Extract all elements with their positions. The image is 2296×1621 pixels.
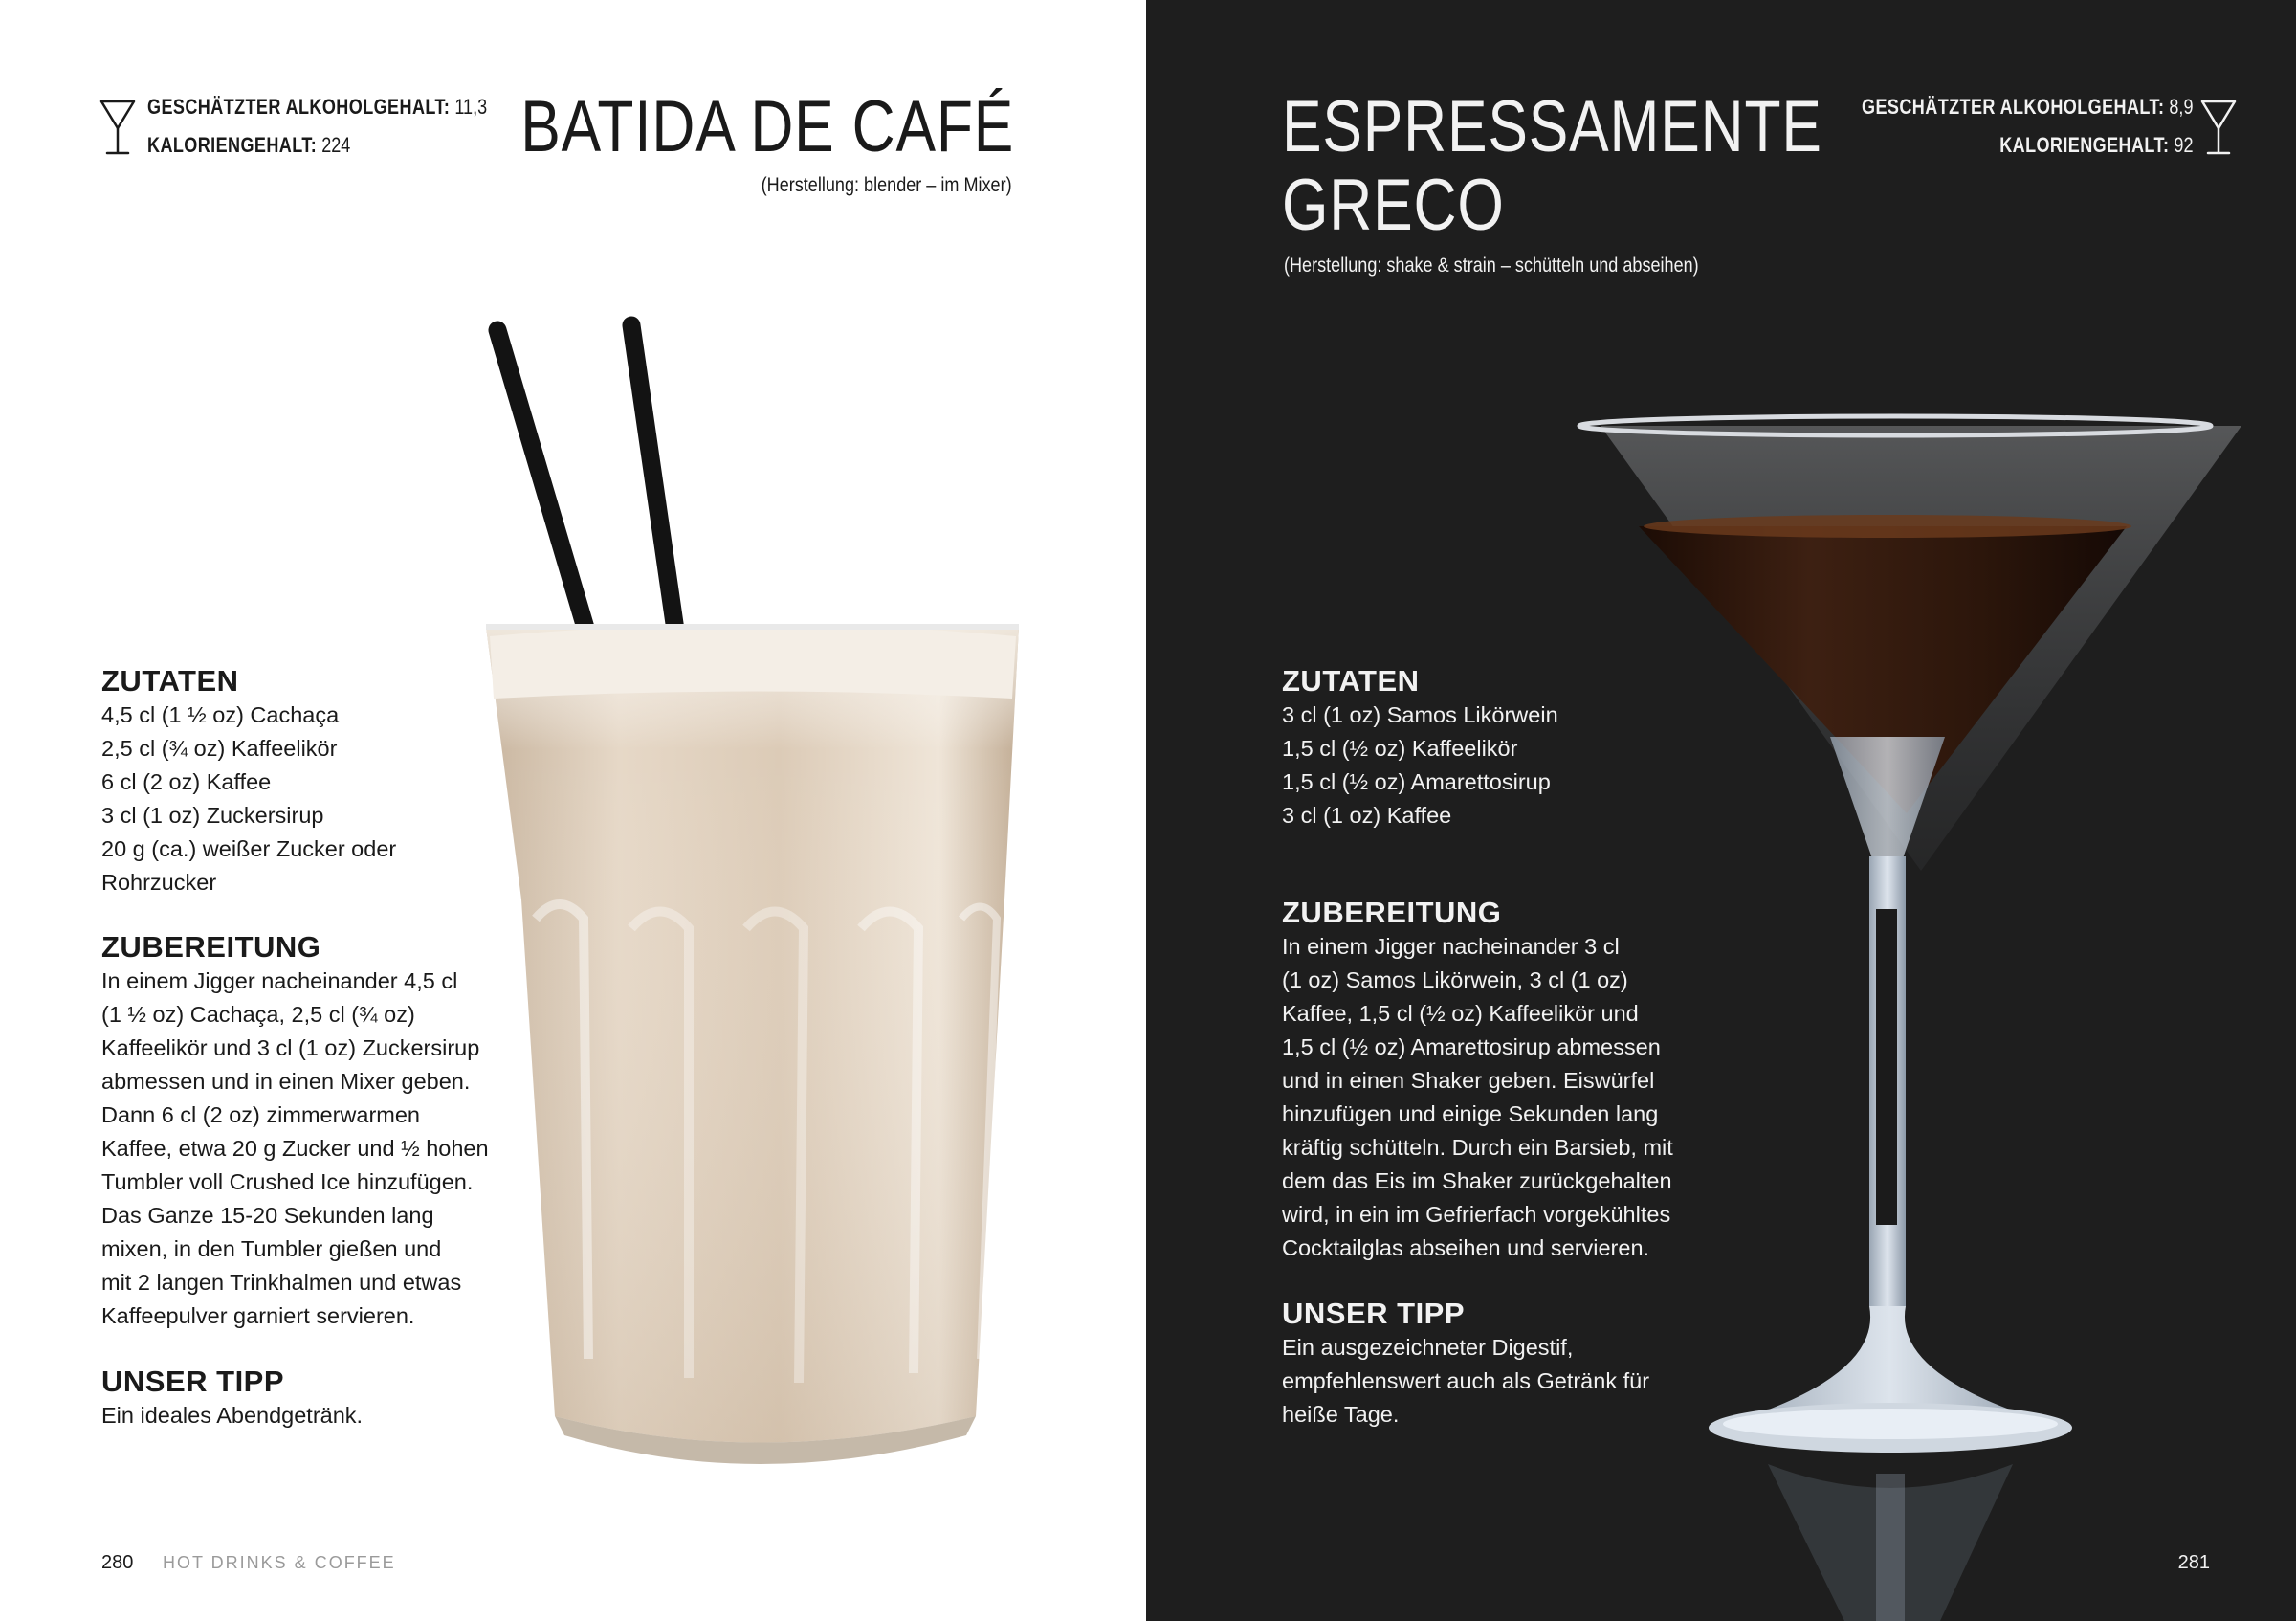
preparation-line: und in einen Shaker geben. Eiswürfel (1282, 1068, 1655, 1093)
left-page (0, 0, 1146, 1621)
recipe-title: BATIDA DE CAFÉ (520, 86, 1014, 167)
martini-glass-icon (2200, 100, 2237, 157)
tip-heading: UNSER TIPP (101, 1365, 285, 1398)
alcohol-label: GESCHÄTZTER ALKOHOLGEHALT: (1861, 95, 2164, 119)
ingredient-item: 2,5 cl (¾ oz) Kaffeelikör (101, 736, 338, 761)
stats-block-left (147, 88, 487, 165)
preparation-line: hinzufügen und einige Sekunden lang (1282, 1101, 1659, 1126)
tip-heading: UNSER TIPP (1282, 1297, 1466, 1330)
preparation-line: In einem Jigger nacheinander 4,5 cl (101, 968, 458, 993)
ingredient-item: 1,5 cl (½ oz) Amarettosirup (1282, 769, 1551, 794)
recipe-method: (Herstellung: blender – im Mixer) (762, 174, 1012, 196)
preparation-section-left (101, 930, 522, 1333)
calorie-value: 92 (2173, 133, 2193, 157)
ingredient-item: 6 cl (2 oz) Kaffee (101, 769, 272, 794)
preparation-line: 1,5 cl (½ oz) Amarettosirup abmessen (1282, 1034, 1661, 1059)
preparation-line: (1 ½ oz) Cachaça, 2,5 cl (¾ oz) (101, 1002, 415, 1027)
preparation-line: Tumbler voll Crushed Ice hinzufügen. (101, 1169, 474, 1194)
preparation-line: Kaffeepulver garniert servieren. (101, 1303, 415, 1328)
ingredients-section-right (1282, 664, 1703, 833)
martini-glass-icon (99, 100, 136, 157)
tip-text (1282, 1331, 1703, 1432)
ingredient-item: 3 cl (1 oz) Samos Likörwein (1282, 702, 1558, 727)
ingredients-section-left (101, 664, 503, 899)
preparation-line: dem das Eis im Shaker zurückgehalten (1282, 1168, 1672, 1193)
ingredients-list (1282, 699, 1703, 833)
right-page (1146, 0, 2296, 1621)
preparation-line: Dann 6 cl (2 oz) zimmerwarmen (101, 1102, 421, 1127)
preparation-line: (1 oz) Samos Likörwein, 3 cl (1 oz) (1282, 967, 1628, 992)
ingredients-heading: ZUTATEN (1282, 664, 1420, 698)
ingredient-item: 3 cl (1 oz) Zuckersirup (101, 803, 324, 828)
preparation-line: Kaffee, 1,5 cl (½ oz) Kaffeelikör und (1282, 1001, 1639, 1026)
ingredients-list (101, 699, 503, 899)
preparation-line: mixen, in den Tumbler gießen und (101, 1236, 442, 1261)
preparation-line: Das Ganze 15-20 Sekunden lang (101, 1203, 434, 1228)
calorie-value: 224 (321, 133, 351, 157)
tip-line: Ein ausgezeichneter Digestif, (1282, 1335, 1574, 1360)
tip-section-left (101, 1365, 503, 1432)
preparation-line: Kaffeelikör und 3 cl (1 oz) Zuckersirup (101, 1035, 480, 1060)
ingredient-item: Rohrzucker (101, 870, 217, 895)
page-number-left: 280 (101, 1552, 134, 1573)
preparation-heading: ZUBEREITUNG (101, 930, 321, 964)
preparation-text (1282, 930, 1703, 1265)
ingredient-item: 3 cl (1 oz) Kaffee (1282, 803, 1452, 828)
recipe-title-line-2: GRECO (1282, 165, 1505, 246)
ingredients-heading: ZUTATEN (101, 664, 239, 698)
preparation-line: wird, in ein im Gefrierfach vorgekühltes (1282, 1202, 1671, 1227)
preparation-heading: ZUBEREITUNG (1282, 896, 1502, 929)
ingredient-item: 1,5 cl (½ oz) Kaffeelikör (1282, 736, 1518, 761)
preparation-text (101, 965, 522, 1333)
tip-section-right (1282, 1297, 1703, 1432)
alcohol-label: GESCHÄTZTER ALKOHOLGEHALT: (147, 95, 451, 119)
calorie-label: KALORIENGEHALT: (1998, 133, 2169, 157)
preparation-section-right (1282, 896, 1703, 1265)
tip-line: empfehlenswert auch als Getränk für (1282, 1368, 1650, 1393)
calorie-label: KALORIENGEHALT: (147, 133, 318, 157)
tip-line: heiße Tage. (1282, 1402, 1400, 1427)
preparation-line: Cocktailglas abseihen und servieren. (1282, 1235, 1650, 1260)
alcohol-value: 11,3 (454, 95, 488, 119)
stats-block-right (1862, 88, 2193, 165)
preparation-line: Kaffee, etwa 20 g Zucker und ½ hohen (101, 1136, 489, 1161)
batida-glass-photo (469, 306, 1043, 1474)
alcohol-value: 8,9 (2168, 95, 2193, 119)
preparation-line: kräftig schütteln. Durch ein Barsieb, mit (1282, 1135, 1673, 1160)
recipe-title-line-1: ESPRESSAMENTE (1282, 86, 1822, 167)
section-name: HOT DRINKS & COFFEE (163, 1553, 396, 1572)
preparation-line: mit 2 langen Trinkhalmen und etwas (101, 1270, 462, 1295)
page-number-right: 281 (2177, 1552, 2210, 1573)
tip-text (101, 1399, 503, 1432)
preparation-line: abmessen und in einen Mixer geben. (101, 1069, 471, 1094)
recipe-method: (Herstellung: shake & strain – schütteln und abseihen) (1284, 255, 1699, 277)
preparation-line: In einem Jigger nacheinander 3 cl (1282, 934, 1620, 959)
tip-line: Ein ideales Abendgetränk. (101, 1403, 364, 1428)
ingredient-item: 20 g (ca.) weißer Zucker oder (101, 836, 397, 861)
ingredient-item: 4,5 cl (1 ½ oz) Cachaça (101, 702, 340, 727)
